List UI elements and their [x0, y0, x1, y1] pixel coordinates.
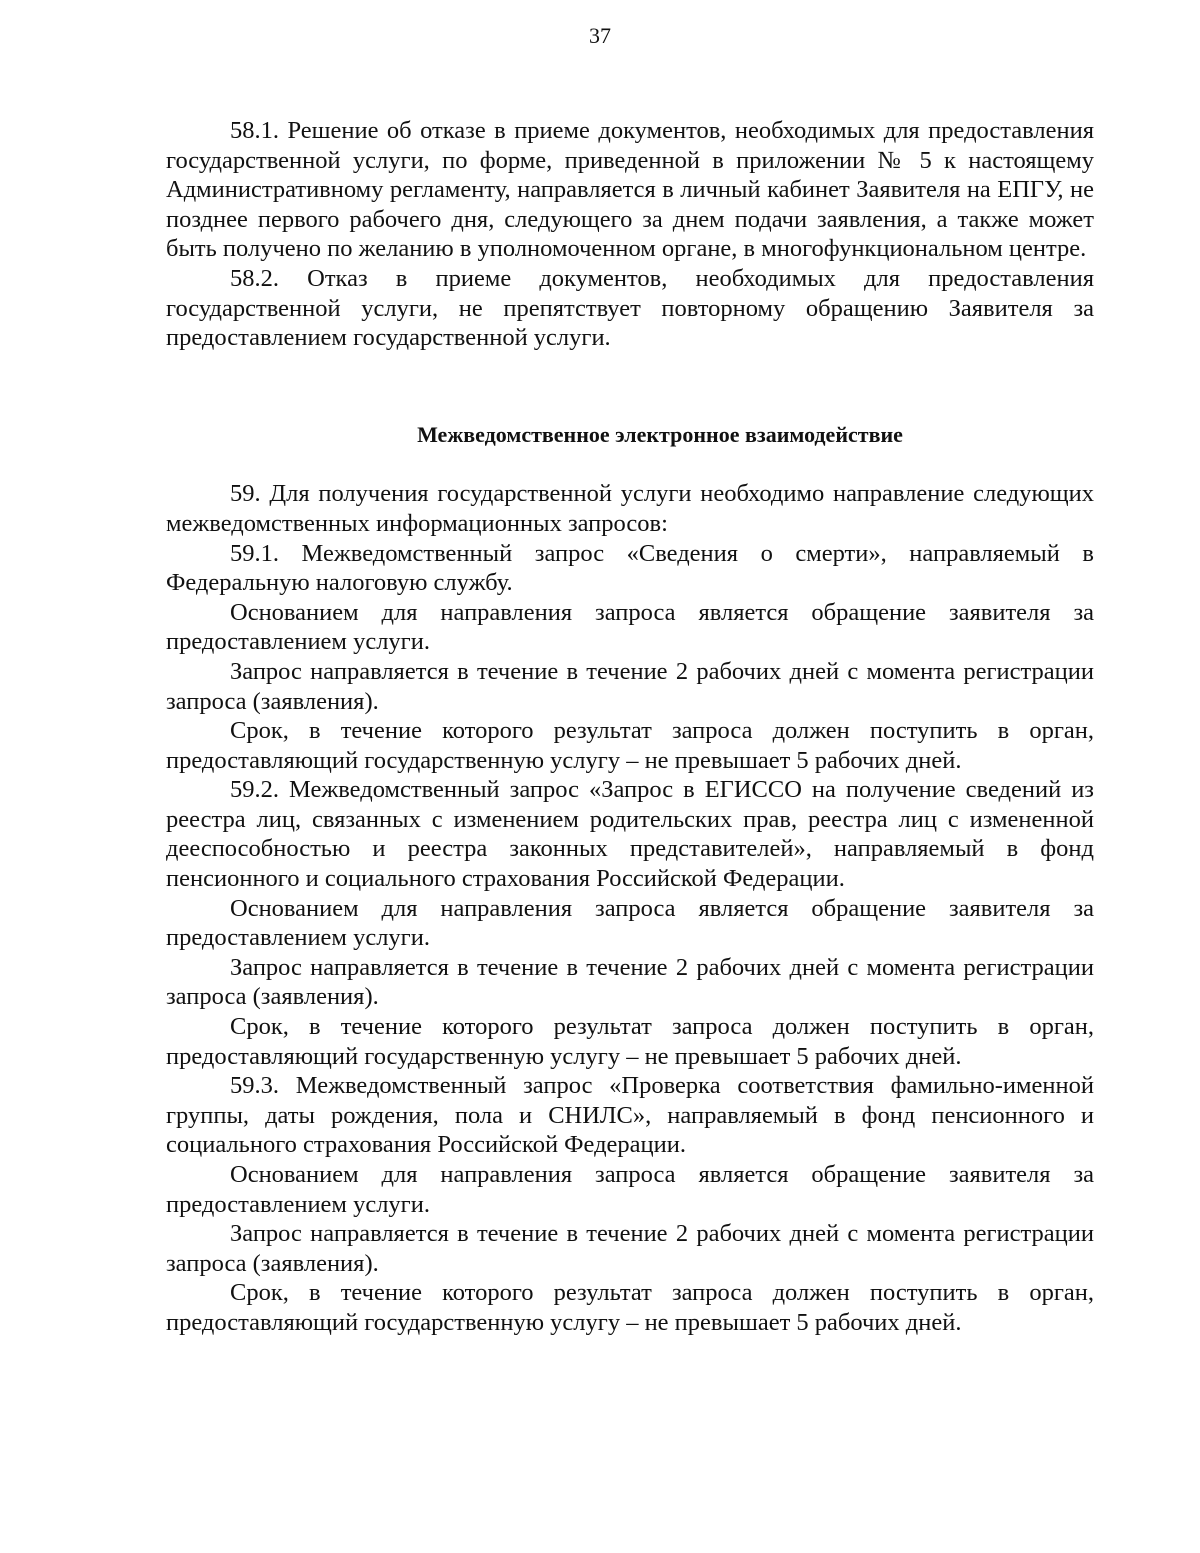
- paragraph-59-2-basis: Основанием для направления запроса является обращение заявителя за предоставлением услуги.: [166, 894, 1094, 952]
- paragraph-59-1-timing: Запрос направляется в течение в течение 2 рабочих дней с момента регистрации запроса (заявления).: [166, 657, 1094, 715]
- document-body: [166, 116, 1094, 1338]
- paragraph-59: 59. Для получения государственной услуги необходимо направление следующих межведомственных информационных запросов:: [166, 480, 1094, 537]
- paragraph-59-3-timing: Запрос направляется в течение в течение 2 рабочих дней с момента регистрации запроса (заявления).: [166, 1220, 1094, 1277]
- page-number: 37: [589, 23, 611, 48]
- spacer: [166, 353, 1094, 420]
- paragraph-59-3-deadline: Срок, в течение которого результат запроса должен поступить в орган, предоставляющий государственную услугу – не превышает 5 рабочих дней.: [166, 1279, 1094, 1336]
- paragraph-59-2: 59.2. Межведомственный запрос «Запрос в ЕГИССО на получение сведений из реестра лиц, связанных с изменением родительских прав, реестра лиц с измененной дееспособностью и реестра законных представителей», направляемый в фонд пенсионного и социального страхования Российской Федерации.: [166, 776, 1094, 893]
- paragraph-59-1: 59.1. Межведомственный запрос «Сведения о смерти», направляемый в Федеральную налоговую службу.: [166, 539, 1094, 597]
- paragraph-59-2-deadline: Срок, в течение которого результат запроса должен поступить в орган, предоставляющий государственную услугу – не превышает 5 рабочих дней.: [166, 1013, 1094, 1070]
- spacer: [166, 449, 1094, 479]
- section-heading: Межведомственное электронное взаимодействие: [417, 421, 903, 447]
- paragraph-59-3-basis: Основанием для направления запроса является обращение заявителя за предоставлением услуги.: [166, 1161, 1094, 1218]
- paragraph-58-1: 58.1. Решение об отказе в приеме документов, необходимых для предоставления государственной услуги, по форме, приведенной в приложении № 5 к настоящему Административному регламенту, направляется в личный кабинет Заявителя на ЕПГУ, не позднее первого рабочего дня, следующего за днем подачи заявления, а также может быть получено по желанию в уполномоченном органе, в многофункциональном центре.: [166, 117, 1094, 263]
- paragraph-58-2: 58.2. Отказ в приеме документов, необходимых для предоставления государственной услуги, не препятствует повторному обращению Заявителя за предоставлением государственной услуги.: [166, 264, 1094, 352]
- paragraph-59-1-deadline: Срок, в течение которого результат запроса должен поступить в орган, предоставляющий государственную услугу – не превышает 5 рабочих дней.: [166, 717, 1094, 774]
- paragraph-59-2-timing: Запрос направляется в течение в течение 2 рабочих дней с момента регистрации запроса (заявления).: [166, 953, 1094, 1011]
- paragraph-59-1-basis: Основанием для направления запроса является обращение заявителя за предоставлением услуги.: [166, 598, 1094, 656]
- paragraph-59-3: 59.3. Межведомственный запрос «Проверка соответствия фамильно-именной группы, даты рождения, пола и СНИЛС», направляемый в фонд пенсионного и социального страхования Российской Федерации.: [166, 1072, 1094, 1159]
